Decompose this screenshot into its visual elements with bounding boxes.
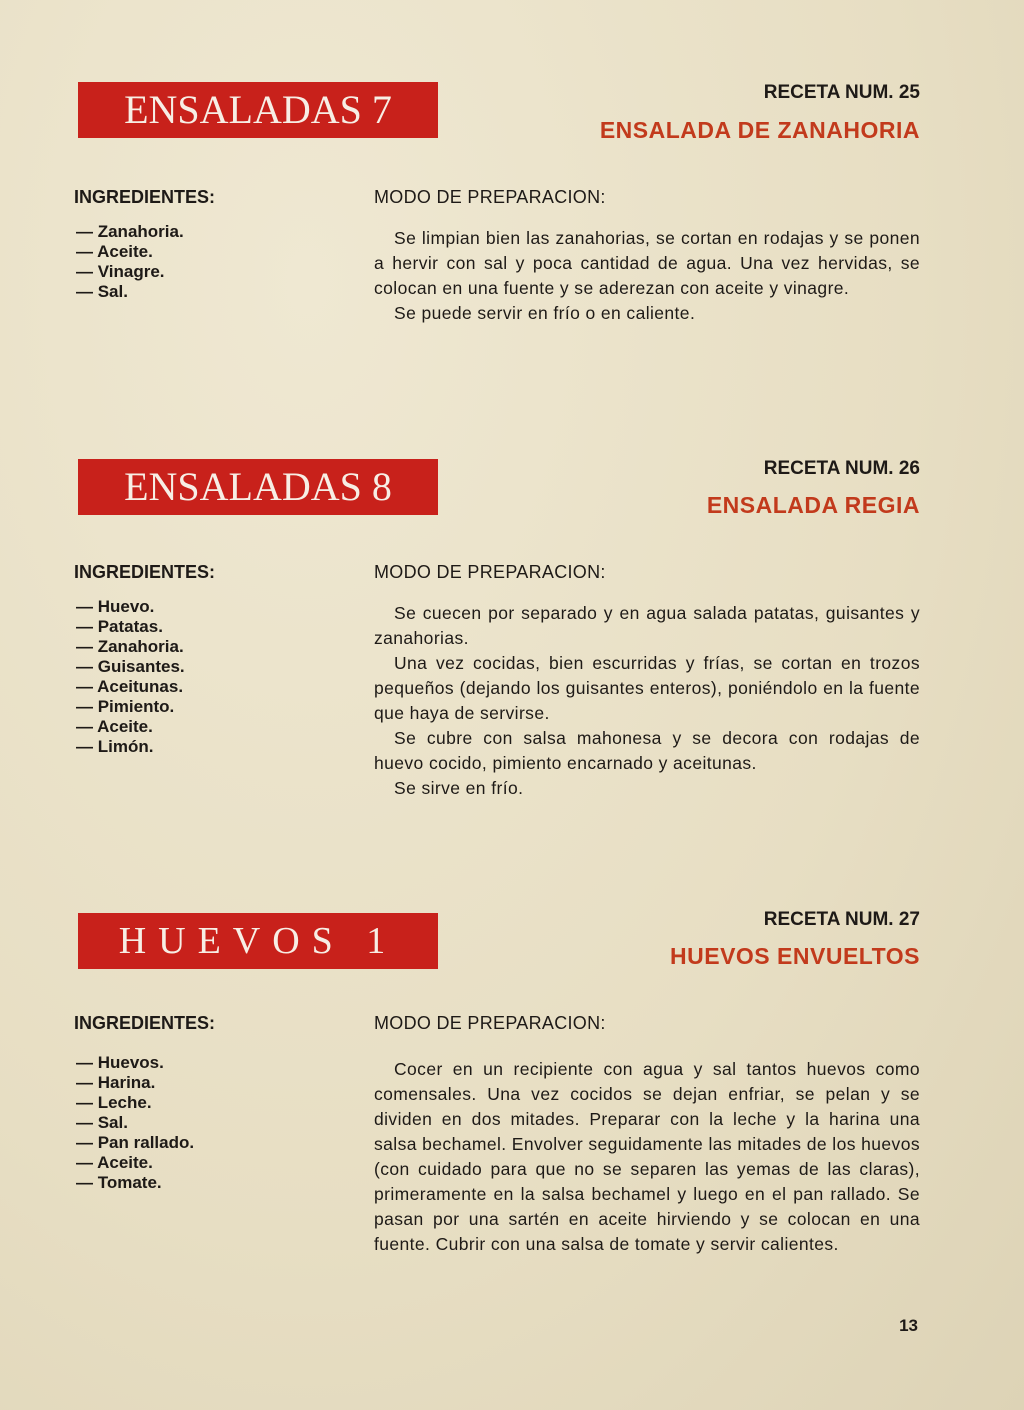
ingredients-list — [76, 597, 185, 757]
ingredient-item: — Aceite. — [76, 242, 153, 261]
section-banner: HUEVOS 1 — [78, 913, 438, 969]
ingredient-item: — Sal. — [76, 282, 128, 301]
ingredient-item: — Pan rallado. — [76, 1133, 195, 1152]
recipe-title: HUEVOS ENVUELTOS — [670, 943, 920, 969]
preparation-paragraph: Se cuecen por separado y en agua salada patatas, guisantes y zanahorias. — [374, 603, 920, 648]
recipe-number: RECETA NUM. 25 — [763, 82, 920, 103]
ingredient-item: — Aceite. — [76, 717, 153, 736]
ingredient-item: — Zanahoria. — [76, 222, 184, 241]
ingredients-heading: INGREDIENTES: — [74, 187, 216, 207]
preparation-paragraph: Se limpian bien las zanahorias, se cortan en rodajas y se ponen a hervir con sal y poca cantidad de agua. Una vez hervidas, se colocan en una fuente y se aderezan con aceite y vinagre. — [374, 228, 920, 298]
preparation-paragraph: Se cubre con salsa mahonesa y se decora con rodajas de huevo cocido, pimiento encarnado y aceitunas. — [374, 728, 920, 773]
section-banner: ENSALADAS 7 — [78, 82, 438, 138]
ingredients-list — [76, 1053, 194, 1193]
ingredient-item: — Aceitunas. — [76, 677, 184, 696]
preparation-paragraph: Se puede servir en frío o en caliente. — [394, 303, 696, 323]
preparation-heading: MODO DE PREPARACION: — [374, 1013, 606, 1033]
preparation-text — [374, 226, 920, 326]
preparation-paragraph: Se sirve en frío. — [394, 778, 524, 798]
ingredient-item: — Patatas. — [76, 617, 163, 636]
ingredients-heading: INGREDIENTES: — [74, 1013, 216, 1033]
ingredient-item: — Huevo. — [76, 597, 155, 616]
ingredient-item: — Limón. — [76, 737, 154, 756]
preparation-paragraph: Cocer en un recipiente con agua y sal tantos huevos como comensales. Una vez cocidos se dejan enfriar, se pelan y se dividen en dos mitades. Preparar con la leche y la harina una salsa bechamel. Envolver seguidamente las mitades de los huevos (con cuidado para que no se separen las yemas de las claras), primeramente en la salsa bechamel y luego en el pan rallado. Se pasan por una sartén en aceite hirviendo y se colocan en una fuente. Cubrir con una salsa de tomate y servir calientes. — [374, 1059, 920, 1254]
ingredient-item: — Harina. — [76, 1073, 156, 1092]
ingredient-item: — Aceite. — [76, 1153, 153, 1172]
recipe-number: RECETA NUM. 26 — [763, 458, 920, 479]
preparation-text — [374, 1057, 920, 1257]
ingredient-item: — Huevos. — [76, 1053, 164, 1072]
ingredient-item: — Zanahoria. — [76, 637, 184, 656]
ingredients-list — [76, 222, 184, 302]
ingredient-item: — Pimiento. — [76, 697, 175, 716]
ingredient-item: — Tomate. — [76, 1173, 162, 1192]
recipe-title: ENSALADA DE ZANAHORIA — [599, 117, 920, 143]
ingredient-item: — Sal. — [76, 1113, 128, 1132]
preparation-text — [374, 601, 920, 801]
ingredient-item: — Vinagre. — [76, 262, 165, 281]
section-banner: ENSALADAS 8 — [78, 459, 438, 515]
ingredient-item: — Guisantes. — [76, 657, 185, 676]
preparation-heading: MODO DE PREPARACION: — [374, 187, 606, 207]
recipe-title: ENSALADA REGIA — [706, 492, 920, 518]
ingredient-item: — Leche. — [76, 1093, 152, 1112]
recipe-number: RECETA NUM. 27 — [763, 909, 920, 930]
preparation-heading: MODO DE PREPARACION: — [374, 562, 606, 582]
page-number: 13 — [899, 1316, 918, 1335]
ingredients-heading: INGREDIENTES: — [74, 562, 216, 582]
preparation-paragraph: Una vez cocidas, bien escurridas y frías, se cortan en trozos pequeños (dejando los guisantes enteros), poniéndolo en la fuente que haya de servirse. — [374, 653, 920, 723]
